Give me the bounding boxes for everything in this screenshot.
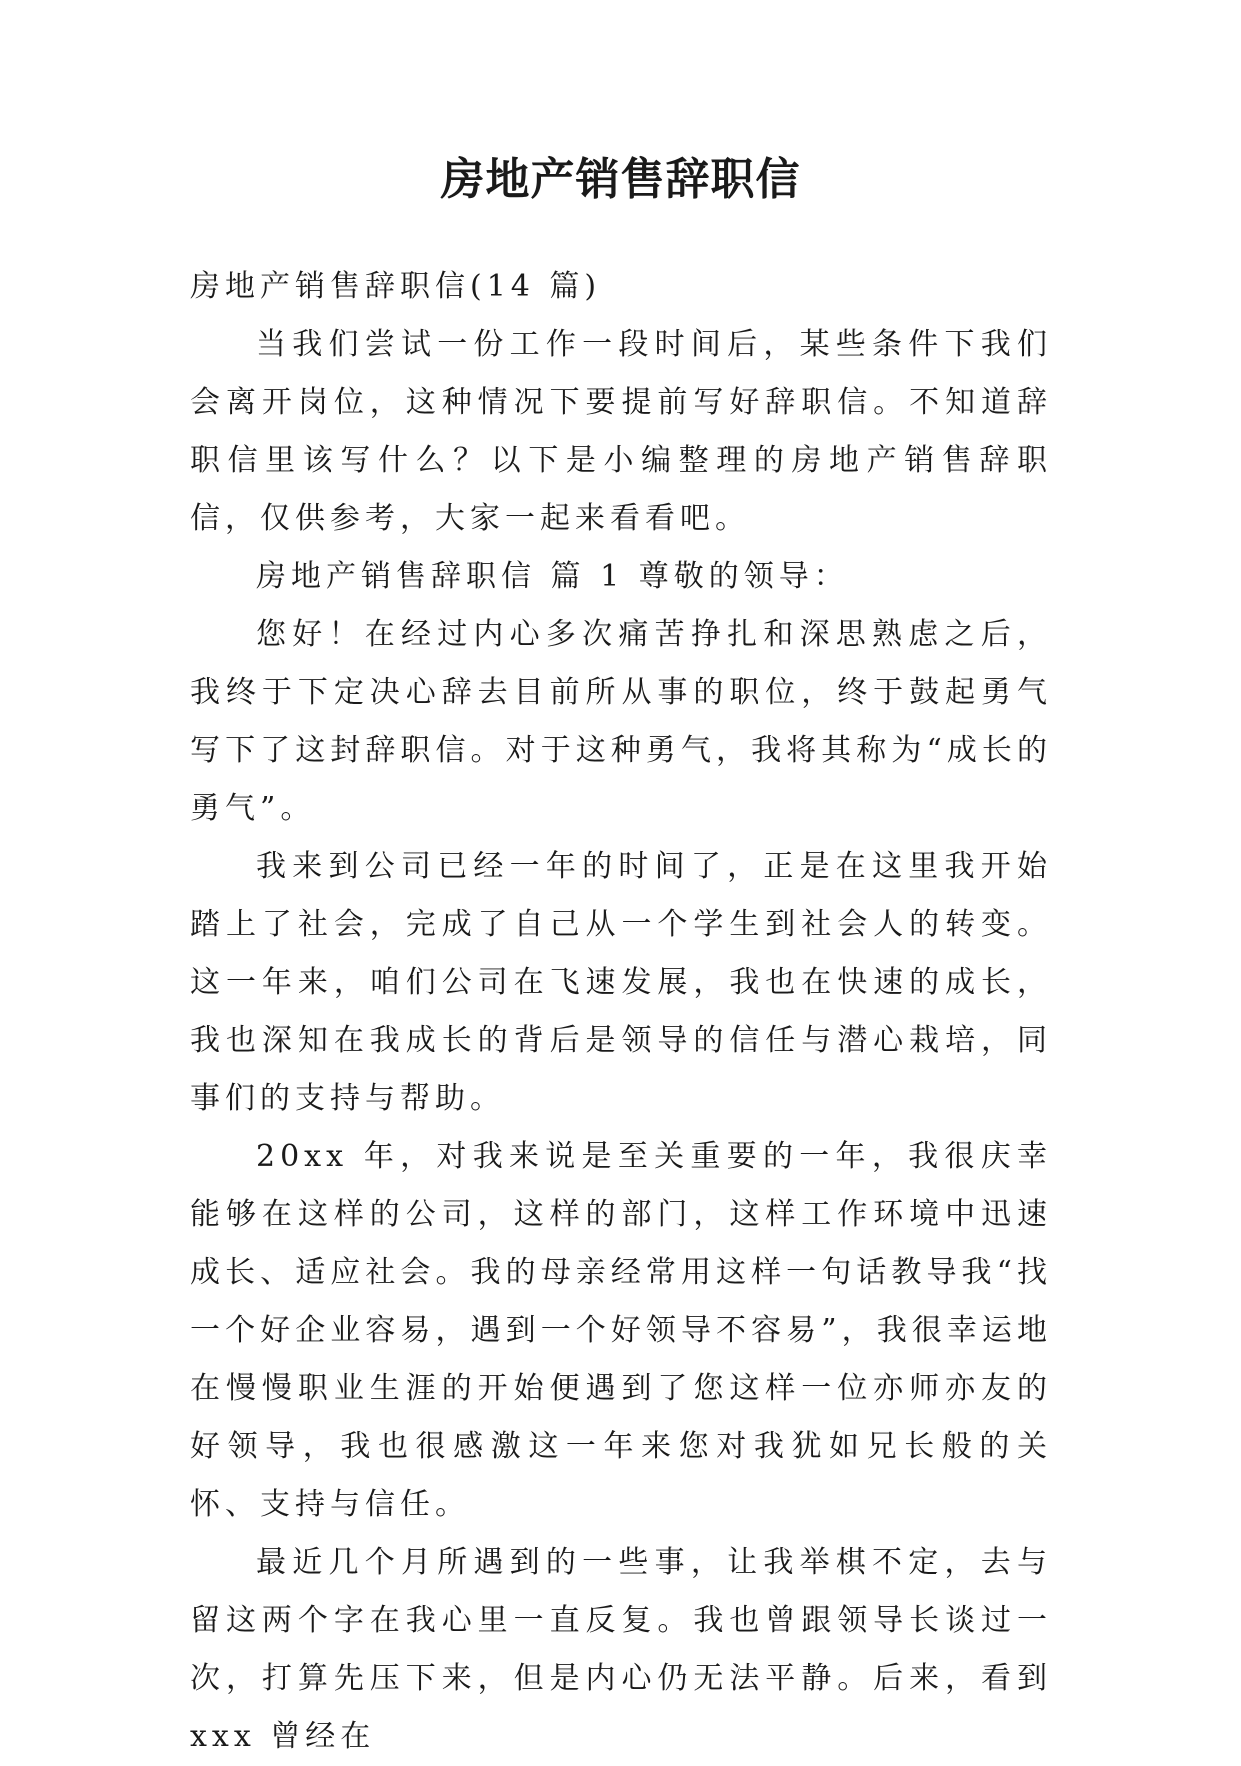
document-title: 房地产销售辞职信 — [440, 154, 801, 205]
paragraph-subtitle: 房地产销售辞职信(14 篇) — [190, 269, 602, 304]
paragraph-intro: 当我们尝试一份工作一段时间后，某些条件下我们会离开岗位，这种情况下要提前写好辞职信。不知道辞职信里该写什么？以下是小编整理的房地产销售辞职信，仅供参考，大家一起来看看吧。 — [190, 327, 1052, 536]
document-body — [190, 258, 1052, 1766]
paragraph-body: 20xx 年，对我来说是至关重要的一年，我很庆幸能够在这样的公司，这样的部门，这样工作环境中迅速成长、适应社会。我的母亲经常用这样一句话教导我“找一个好企业容易，遇到一个好领导不容易”，我很幸运地在慢慢职业生涯的开始便遇到了您这样一位亦师亦友的好领导，我也很感激这一年来您对我犹如兄长般的关怀、支持与信任。 — [190, 1139, 1052, 1522]
paragraph-greeting: 您好！在经过内心多次痛苦挣扎和深思熟虑之后，我终于下定决心辞去目前所从事的职位，终于鼓起勇气写下了这封辞职信。对于这种勇气，我将其称为“成长的勇气”。 — [190, 617, 1052, 826]
paragraph-body: 最近几个月所遇到的一些事，让我举棋不定，去与留这两个字在我心里一直反复。我也曾跟领导长谈过一次，打算先压下来，但是内心仍无法平静。后来，看到 xxx 曾经在 — [190, 1545, 1052, 1754]
paragraph-body: 我来到公司已经一年的时间了，正是在这里我开始踏上了社会，完成了自己从一个学生到社会人的转变。这一年来，咱们公司在飞速发展，我也在快速的成长，我也深知在我成长的背后是领导的信任与潜心栽培，同事们的支持与帮助。 — [190, 849, 1052, 1116]
paragraph-letter-heading: 房地产销售辞职信 篇 1 尊敬的领导： — [256, 559, 849, 594]
